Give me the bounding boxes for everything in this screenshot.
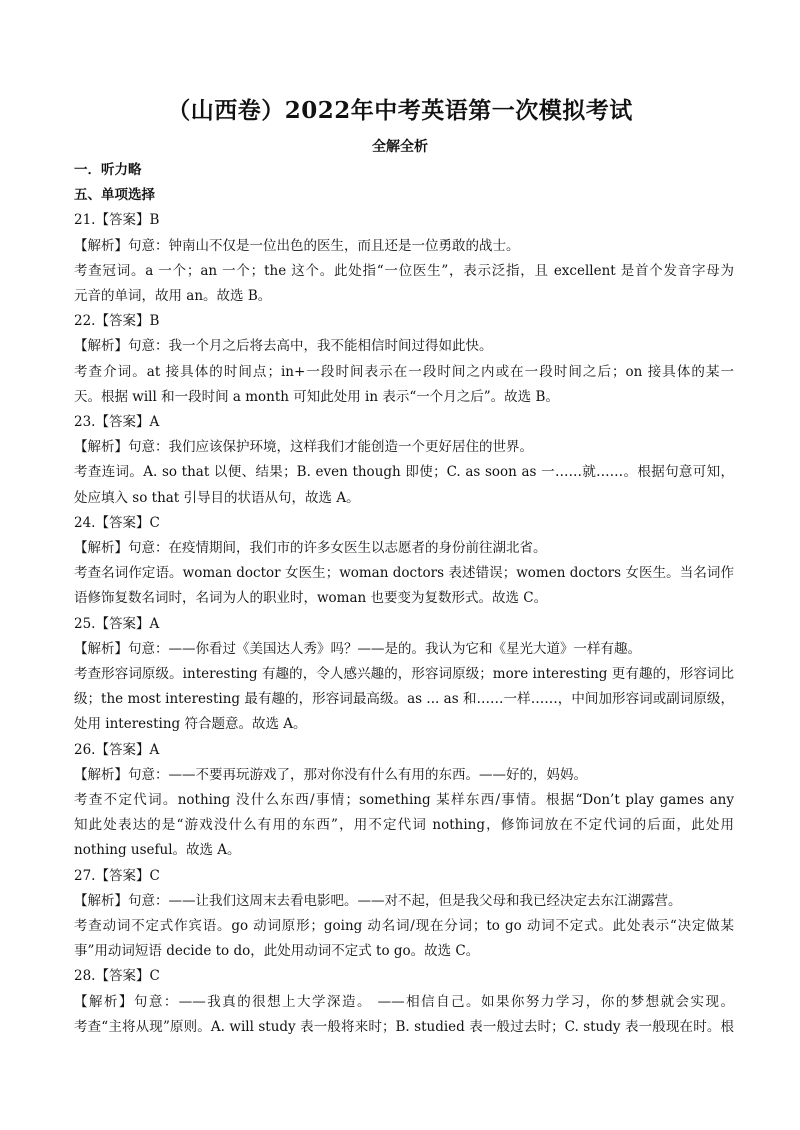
text-line: 五、单项选择 xyxy=(74,187,155,204)
text-line: 考查名词作定语。woman doctor 女医生；woman doctors 表述错误；women doctors 女医生。当名词作 xyxy=(74,565,734,582)
text-line: 21.【答案】B xyxy=(74,212,160,229)
text-line: 考查动词不定式作宾语。go 动词原形；going 动名词/现在分词；to go 动词不定式。此处表示“决定做某 xyxy=(74,917,734,934)
text-line: 考查冠词。a 一个；an 一个；the 这个。此处指“一位医生”，表示泛指，且 excellent 是首个发音字母为 xyxy=(74,262,734,279)
text-line: 【解析】句意：——不要再玩游戏了，那对你没有什么有用的东西。——好的，妈妈。 xyxy=(74,766,587,783)
text-line: 考查介词。at 接具体的时间点；in+一段时间表示在一段时间之内或在一段时间之后；on 接具体的某一 xyxy=(74,363,734,380)
text-line: 27.【答案】C xyxy=(74,867,160,884)
text-line: 事”用动词短语 decide to do，此处用动词不定式 to go。故选 C。 xyxy=(74,943,480,960)
text-line: 26.【答案】A xyxy=(74,741,160,758)
text-line: 处应填入 so that 引导目的状语从句，故选 A。 xyxy=(74,489,360,506)
text-line: 25.【答案】A xyxy=(74,615,160,632)
text-line: 考查形容词原级。interesting 有趣的，令人感兴趣的，形容词原级；more interesting 更有趣的，形容词比 xyxy=(74,666,734,682)
text-line: 24.【答案】C xyxy=(74,514,160,531)
text-line: 语修饰复数名词时，名词为人的职业时，woman 也要变为复数形式。故选 C。 xyxy=(74,590,548,607)
text-line: 考查“主将从现”原则。A. will study 表一般将来时；B. studied 表一般过去时；C. study 表一般现在时。根 xyxy=(74,1018,734,1035)
text-line: 【解析】句意：钟南山不仅是一位出色的医生，而且还是一位勇敢的战士。 xyxy=(74,237,520,254)
page-subtitle: 全解全析 xyxy=(372,139,428,155)
text-line: 【解析】句意：——我真的很想上大学深造。 ——相信自己。如果你努力学习，你的梦想就会实现。 xyxy=(74,993,734,1010)
text-line: 考查连词。A. so that 以便、结果；B. even though 即使；C. as soon as 一……就……。根据句意可知， xyxy=(74,464,734,481)
text-line: 考查不定代词。nothing 没什么东西/事情；something 某样东西/事情。根据“Don’t play games any xyxy=(74,791,734,808)
text-line: 级；the most interesting 最有趣的，形容词最高级。as ... as 和……一样……，中间加形容词或副词原级， xyxy=(74,691,734,708)
text-line: 23.【答案】A xyxy=(74,414,160,430)
text-line: 【解析】句意：我们应该保护环境，这样我们才能创造一个更好居住的世界。 xyxy=(74,439,533,456)
text-line: 天。根据 will 和一段时间 a month 可知此处用 in 表示“一个月之后”。故选 B。 xyxy=(74,388,559,405)
document-body xyxy=(74,158,734,1040)
text-line: 28.【答案】C xyxy=(74,968,160,985)
text-line: 元音的单词，故用 an。故选 B。 xyxy=(74,288,272,304)
text-line: 【解析】句意：在疫情期间，我们市的许多女医生以志愿者的身份前往湖北省。 xyxy=(74,540,547,556)
text-line: 【解析】句意：我一个月之后将去高中，我不能相信时间过得如此快。 xyxy=(74,338,493,355)
text-line: 处用 interesting 符合题意。故选 A。 xyxy=(74,716,307,733)
text-line: 22.【答案】B xyxy=(74,313,160,330)
page-title: （山西卷）2022年中考英语第一次模拟考试 xyxy=(167,97,633,124)
text-line: 【解析】句意：——让我们这周末去看电影吧。——对不起，但是我父母和我已经决定去东江湖露营。 xyxy=(74,892,682,909)
text-line: 【解析】句意：——你看过《美国达人秀》吗？——是的。我认为它和《星光大道》一样有趣。 xyxy=(74,640,641,657)
text-line: 一．听力略 xyxy=(74,162,142,178)
text-line: nothing useful。故选 A。 xyxy=(74,842,241,859)
text-line: 知此处表达的是“游戏没什么有用的东西”，用不定代词 nothing，修饰词放在不定代词的后面，此处用 xyxy=(74,817,734,834)
